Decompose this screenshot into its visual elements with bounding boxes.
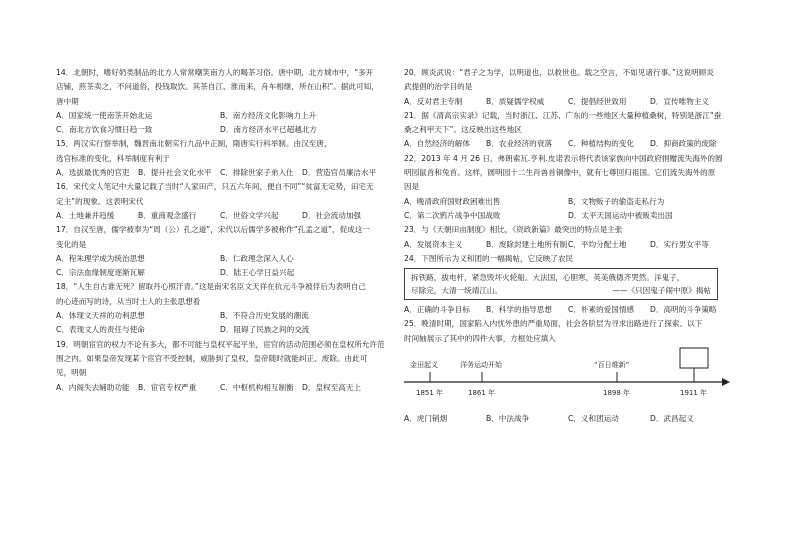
- question-stem: 20．顾炎武说：“君子之为学，以明道也，以救世也。载之空言，不如见诸行事。”这说明顾炎: [404, 68, 714, 77]
- timeline: [404, 346, 734, 412]
- question-stem: 围之内。如果皇帝发现某个宦官不受控制，威胁到了皇权，皇帝随时就能纠正、废除。由此可: [56, 353, 368, 363]
- option-c[interactable]: C．宗法血缘制度逐渐瓦解: [56, 268, 145, 278]
- question-24: [404, 252, 734, 318]
- timeline-year: 1851 年: [416, 389, 444, 398]
- timeline-graphic: [404, 346, 734, 412]
- quote-source: ——《只因鬼子闹中原》揭帖: [612, 286, 711, 296]
- options-row: [56, 252, 386, 266]
- question-stem: 23．与《天朝田亩制度》相比，《资政新篇》最突出的特点是主张: [404, 225, 623, 235]
- option-c[interactable]: C．表现文人的责任与使命: [56, 325, 145, 335]
- question-23: [404, 223, 734, 252]
- option-a[interactable]: A．国家统一使南茶开始北运: [56, 110, 153, 120]
- option-c[interactable]: C．朴素的爱国情感: [568, 305, 635, 315]
- option-b[interactable]: B．南方经济文化影响力上升: [220, 110, 317, 120]
- option-b[interactable]: B．废除封建土地所有制: [486, 239, 568, 249]
- option-c[interactable]: C．种植结构的变化: [568, 139, 635, 149]
- option-a[interactable]: A．虎门销烟: [404, 414, 448, 424]
- question-stem: 见，明朝: [56, 368, 87, 378]
- quote-text-end: 尽除完，大清一统靖江山。: [411, 286, 503, 296]
- question-20: [404, 66, 734, 109]
- option-b[interactable]: B．提升社会文化水平: [138, 168, 212, 178]
- question-22: [404, 152, 734, 223]
- options-row: [404, 209, 734, 223]
- option-d[interactable]: D．武昌起义: [650, 414, 694, 424]
- option-b[interactable]: B．文物贩子的偷盗走私行为: [568, 196, 665, 206]
- option-a[interactable]: A．内阁失去辅助功能: [56, 382, 130, 392]
- option-a[interactable]: A．程朱理学成为统治思想: [56, 253, 145, 263]
- question-stem: 14．北朝时，嗜好奶类制品的北方人常常嘲笑南方人的喝茶习俗。唐中期，北方城市中，“多开: [56, 68, 374, 77]
- option-a[interactable]: A．自然经济的解体: [404, 139, 470, 149]
- quote-text: [411, 284, 711, 297]
- timeline-event: 金田起义: [410, 361, 438, 370]
- question-stem: 的心迹而写的诗，从当时士人的主张思想看: [56, 296, 201, 306]
- question-stem: 15．两汉实行察举制，魏晋南北朝实行九品中正制，隋唐实行科举制。由汉至唐，: [56, 139, 332, 149]
- question-21: [404, 109, 734, 152]
- option-a[interactable]: A．正确的斗争目标: [404, 305, 470, 315]
- options-row: [56, 166, 386, 180]
- option-d[interactable]: D．营造官员廉洁水平: [302, 168, 377, 178]
- option-a[interactable]: A．反对君主专制: [404, 96, 463, 106]
- question-stem: 22．2013 年 4 月 26 日，弗朗索瓦.亨利.皮诺表示将代表该家族向中国政府捐赠流失海外的圆: [404, 153, 723, 163]
- option-d[interactable]: D．陆王心学日益兴起: [220, 268, 295, 278]
- question-stem: 明园鼠首和兔首。这样，圆明园十二生肖兽首铜像中，就有七尊回归祖国。它们流失海外的原: [404, 168, 716, 178]
- question-stem: 16．宋代文人笔记中大量记载了当时“人家田产，只五六年间，便自不同”“贫富无定势，田宅无: [56, 182, 374, 192]
- question-stem: 选官标准的变化，科举制度有利于: [56, 153, 170, 163]
- option-c[interactable]: C．提倡经世致用: [568, 96, 627, 106]
- question-16: [56, 180, 386, 223]
- question-18: [56, 280, 386, 337]
- answer-box: [680, 348, 708, 368]
- question-stem: 变化的是: [56, 239, 87, 249]
- option-d[interactable]: D．阻碍了民族之间的交流: [220, 325, 310, 335]
- question-stem: 店铺，煎茶卖之，不问道俗，投钱取饮。其茶自江、淮而来，舟车相继，所在山积”。据此可知，: [56, 82, 379, 92]
- option-a[interactable]: A．土地兼并趋缓: [56, 210, 115, 220]
- option-b[interactable]: B．质疑儒学权威: [486, 96, 545, 106]
- option-d[interactable]: D．宣传唯物主义: [650, 96, 710, 106]
- option-a[interactable]: A．选拔最优秀的官吏: [56, 168, 130, 178]
- question-stem: 24．下图所示为义和团的一幅揭帖，它反映了农民: [404, 253, 574, 263]
- option-b[interactable]: B．宦官专权严重: [138, 382, 197, 392]
- options-row: [404, 412, 734, 426]
- timeline-year: 1861 年: [468, 389, 496, 398]
- options-row: [404, 303, 734, 317]
- option-a[interactable]: A．发展资本主义: [404, 239, 463, 249]
- question-stem: 因是: [404, 182, 420, 192]
- timeline-event: “百日维新”: [594, 361, 630, 370]
- option-a[interactable]: A．体现文天祥的功利思想: [56, 311, 145, 321]
- option-d[interactable]: D．高明的斗争策略: [650, 305, 717, 315]
- question-stem: 桑之利甲天下”。这反映出这些地区: [404, 125, 522, 135]
- question-stem: 定主”的现象。这表明宋代: [56, 196, 144, 206]
- option-c[interactable]: C．平均分配土地: [568, 239, 627, 249]
- question-stem: 21．据《清高宗实录》记载，当时浙江、江苏、广东的一些地区大量种植桑树，特别是浙江“蚕: [404, 110, 722, 120]
- timeline-year: 1898 年: [603, 389, 631, 398]
- option-c[interactable]: C．第二次鸦片战争中国战败: [404, 210, 501, 220]
- options-row: [404, 95, 734, 109]
- question-17: [56, 223, 386, 280]
- question-stem: 武提倡的治学目的是: [404, 82, 473, 92]
- question-stem: 时间轴展示了其中的四件大事，方框处应填入: [404, 333, 556, 343]
- question-stem: 17．自汉至唐，儒学被奉为“周（公）孔之道”，宋代以后儒学多被称作“孔孟之道”，促成这一: [56, 225, 370, 235]
- option-d[interactable]: D．太平天国运动中被贩卖出国: [568, 210, 673, 220]
- option-c[interactable]: C．义和团运动: [568, 414, 619, 424]
- option-b[interactable]: B．重商观念盛行: [138, 210, 197, 220]
- option-a[interactable]: A．晚清政府国财政困难出售: [404, 196, 501, 206]
- options-row: [404, 195, 734, 209]
- question-stem: 25．晚清时期，国家陷入内忧外患的严重局面，社会各阶层为寻求出路进行了探索。以下: [404, 319, 703, 329]
- option-d[interactable]: D．社会流动加强: [302, 210, 362, 220]
- question-15: [56, 137, 386, 180]
- question-14: [56, 66, 386, 137]
- question-stem: 唐中期: [56, 96, 79, 106]
- option-d[interactable]: D．皇权至高无上: [302, 382, 362, 392]
- option-b[interactable]: B．仁政理念深入人心: [220, 253, 294, 263]
- timeline-year: 1911 年: [680, 389, 708, 398]
- option-c[interactable]: C．世俗文学兴起: [220, 210, 279, 220]
- options-row: [56, 123, 386, 137]
- option-b[interactable]: B．科学的指导思想: [486, 305, 552, 315]
- option-b[interactable]: B．农业经济的衰落: [486, 139, 552, 149]
- options-row: [56, 266, 386, 280]
- quote-box: [404, 268, 718, 300]
- option-c[interactable]: C．南北方饮食习惯日趋一致: [56, 125, 153, 135]
- left-column: [56, 66, 386, 395]
- timeline-event: 洋务运动开始: [460, 361, 502, 370]
- question-stem: 19．明朝宦官的权力不论有多大，都不可能与皇权平起平坐，宦官的活动范围必须在皇权所允许范: [56, 339, 385, 349]
- options-row: [56, 309, 386, 323]
- option-c[interactable]: C．中枢机构相互制衡: [220, 382, 294, 392]
- options-row: [56, 209, 386, 223]
- question-19: [56, 338, 386, 395]
- option-c[interactable]: C．排除世家子弟入仕: [220, 168, 294, 178]
- timeline-arrow: [722, 378, 730, 386]
- options-row: [404, 238, 734, 252]
- options-row: [56, 109, 386, 123]
- option-d[interactable]: D．南方经济水平已超越北方: [220, 125, 317, 135]
- quote-text: 拆铁路，拔电杆，紧急毁坏火轮船。大法国，心胆寒，英美俄德齐哭然。洋鬼子，: [411, 273, 685, 283]
- question-stem: 18．“人生自古谁无死？留取丹心照汗青。”这是南宋名臣文天祥在抗元斗争被俘后为表明自己: [56, 282, 366, 292]
- options-row: [404, 137, 734, 151]
- right-column: [404, 66, 734, 426]
- option-b[interactable]: B．中法战争: [486, 414, 530, 424]
- options-row: [56, 381, 386, 395]
- options-row: [56, 323, 386, 337]
- option-d[interactable]: D．抑商政策的废除: [650, 139, 717, 149]
- option-b[interactable]: B．不符合历史发展的潮流: [220, 311, 309, 321]
- question-25: [404, 317, 734, 426]
- option-d[interactable]: D．实行男女平等: [650, 239, 710, 249]
